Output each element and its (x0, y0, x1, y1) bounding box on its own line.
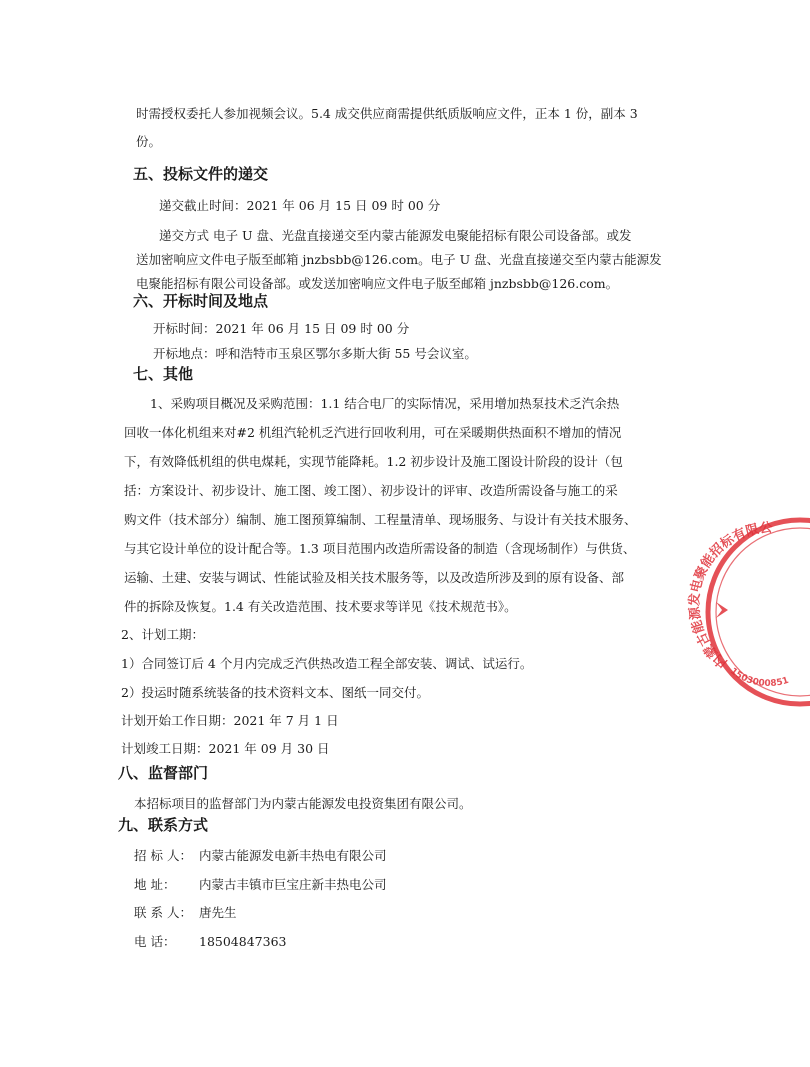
seal-text-bottom: 1503000851 (728, 666, 791, 690)
submission-method-line-2: 送加密响应文件电子版至邮箱 jnzbsbb@126.com。电子 U 盘、光盘直接递交至内蒙古能源发 (136, 252, 662, 267)
opening-time: 开标时间：2021 年 06 月 15 日 09 时 00 分 (153, 321, 410, 336)
contact-value: 内蒙古丰镇市巨宝庄新丰热电公司 (199, 877, 387, 892)
plan-start-date: 计划开始工作日期：2021 年 7 月 1 日 (121, 713, 339, 728)
scope-line: 运输、土建、安装与调试、性能试验及相关技术服务等，以及改造所涉及到的原有设备、部 (124, 570, 625, 585)
contact-row-person (134, 905, 237, 921)
scope-line: 回收一体化机组来对#2 机组汽轮机乏汽进行回收利用，可在采暖期供热面积不增加的情况 (124, 425, 622, 440)
supervision-text: 本招标项目的监督部门为内蒙古能源发电投资集团有限公司。 (134, 796, 472, 811)
contact-row-address (134, 877, 387, 893)
scope-line: 括：方案设计、初步设计、施工图、竣工图）、初步设计的评审、改造所需设备与施工的采 (124, 483, 618, 498)
scope-line: 购文件（技术部分）编制、施工图预算编制、工程量清单、现场服务、与设计有关技术服务、 (124, 512, 637, 527)
plan-end-date: 计划竣工日期：2021 年 09 月 30 日 (121, 741, 330, 756)
section-6-heading: 六、开标时间及地点 (133, 292, 269, 310)
contact-label: 地 址： (134, 877, 176, 892)
section-7-heading: 七、其他 (133, 365, 194, 383)
contact-row-phone (134, 934, 286, 950)
submission-deadline: 递交截止时间：2021 年 06 月 15 日 09 时 00 分 (159, 198, 441, 213)
contact-value: 内蒙古能源发电新丰热电有限公司 (199, 848, 387, 863)
intro-line-1: 时需授权委托人参加视频会议。5.4 成交供应商需提供纸质版响应文件，正本 1 份，副本 3 (136, 106, 638, 121)
plan-heading: 2、计划工期： (121, 627, 204, 642)
section-8-heading: 八、监督部门 (118, 764, 209, 782)
scope-line: 1、采购项目概况及采购范围：1.1 结合电厂的实际情况，采用增加热泵技术乏汽余热 (150, 396, 620, 411)
scope-line: 下，有效降低机组的供电煤耗，实现节能降耗。1.2 初步设计及施工图设计阶段的设计（包 (124, 454, 623, 469)
scope-line: 与其它设计单位的设计配合等。1.3 项目范围内改造所需设备的制造（含现场制作）与供货、 (124, 541, 636, 556)
submission-method-line-3: 电聚能招标有限公司设备部。或发送加密响应文件电子版至邮箱 jnzbsbb@126.com。 (136, 276, 619, 291)
contact-label: 电 话： (134, 934, 176, 949)
plan-item-1: 1）合同签订后 4 个月内完成乏汽供热改造工程全部安装、调试、试运行。 (121, 656, 533, 671)
section-9-heading: 九、联系方式 (118, 816, 209, 834)
opening-place: 开标地点：呼和浩特市玉泉区鄂尔多斯大街 55 号会议室。 (153, 346, 477, 361)
submission-method-line-1: 递交方式 电子 U 盘、光盘直接递交至内蒙古能源发电聚能招标有限公司设备部。或发 (159, 228, 632, 243)
contact-value: 18504847363 (199, 934, 287, 949)
contact-value: 唐先生 (199, 905, 237, 920)
contact-label: 联 系 人： (134, 905, 192, 920)
seal-text-top: 内蒙古能源发电聚能招标有限公司 (687, 501, 773, 671)
intro-line-2: 份。 (136, 134, 162, 149)
contact-label: 招 标 人： (134, 848, 192, 863)
seal-star-icon (716, 602, 728, 618)
company-seal-stamp (687, 501, 810, 712)
contact-row-tenderer (134, 848, 387, 864)
section-5-heading: 五、投标文件的递交 (133, 165, 269, 183)
plan-item-2: 2）投运时随系统装备的技术资料文本、图纸一同交付。 (121, 685, 429, 700)
scope-line: 件的拆除及恢复。1.4 有关改造范围、技术要求等详见《技术规范书》。 (124, 599, 517, 614)
